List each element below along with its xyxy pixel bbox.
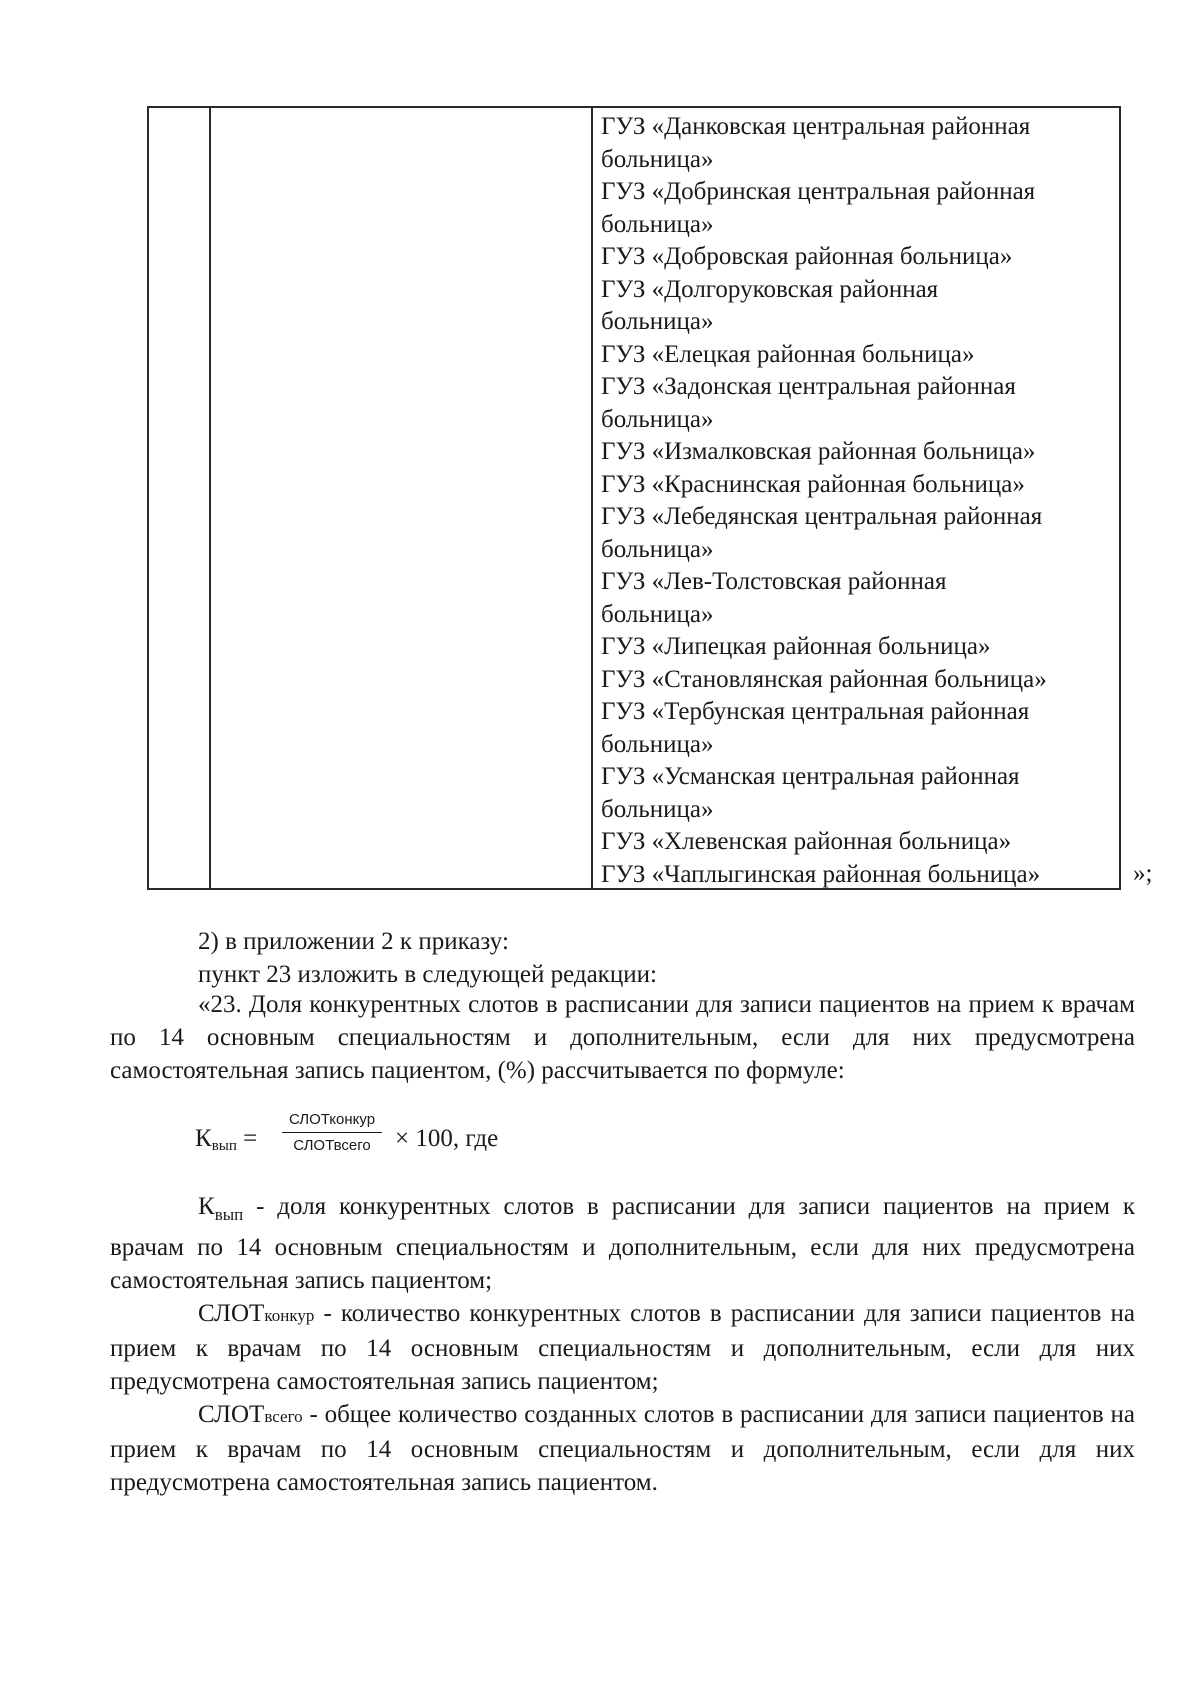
hospital-list-line: больница» xyxy=(601,535,714,563)
definition-k xyxy=(110,1190,1135,1297)
definition-slot-vsego xyxy=(110,1398,1135,1499)
formula-denominator: СЛОТвсего xyxy=(293,1137,371,1154)
hospital-list-line: ГУЗ «Лебедянская центральная районная xyxy=(601,503,1043,530)
formula-rhs: × 100, где xyxy=(395,1125,499,1152)
formula-k-subscript: вып xyxy=(211,1138,237,1154)
item-2-text: 2) в приложении 2 к приказу: xyxy=(198,928,509,955)
formula-lhs xyxy=(195,1125,257,1155)
point-23-intro: пункт 23 изложить в следующей редакции: xyxy=(198,961,657,988)
closing-quote-mark: »; xyxy=(1133,860,1153,887)
def-k-subscript: вып xyxy=(214,1205,244,1224)
hospital-list-line: больница» xyxy=(601,308,714,335)
formula-equals: = xyxy=(243,1125,258,1152)
hospital-list-cell xyxy=(601,111,1113,891)
def-k-symbol: К xyxy=(198,1193,215,1220)
hospital-list-line: ГУЗ «Данковская центральная районная xyxy=(601,113,1031,140)
paragraph-23: «23. Доля конкурентных слотов в расписании для записи пациентов на прием к врачам по 14 основным специальностям и дополнительным, если для них предусмотрена самостоятельная запись пациентом, (%) рассчитывается по формуле: xyxy=(110,991,1135,1084)
hospital-list-line: больница» xyxy=(601,795,714,823)
hospital-list-line: ГУЗ «Измалковская районная больница» xyxy=(601,438,1036,465)
hospital-table xyxy=(147,106,1121,890)
definitions xyxy=(110,1190,1135,1499)
hospital-list-line: больница» xyxy=(601,600,714,628)
hospital-list-line: ГУЗ «Становлянская районная больница» xyxy=(601,665,1047,693)
definition-slot-konkur xyxy=(110,1297,1135,1398)
hospital-list-line: ГУЗ «Чаплыгинская районная больница» xyxy=(601,860,1041,888)
def-slot2-text: - общее количество созданных слотов в расписании для записи пациентов на прием к врачам по 14 основным специальностям и дополнительным, если для них предусмотрена самостоятельная запись пациентом. xyxy=(110,1401,1135,1496)
hospital-list-line: ГУЗ «Долгоруковская районная xyxy=(601,275,939,303)
hospital-list-line: ГУЗ «Добринская центральная районная xyxy=(601,178,1036,205)
hospital-list-line: ГУЗ «Лев-Толстовская районная xyxy=(601,568,947,595)
def-k-text: - доля конкурентных слотов в расписании для записи пациентов на прием к врачам по 14 основным специальностям и дополнительным, если для них предусмотрена самостоятельная запись пациентом; xyxy=(110,1193,1135,1294)
hospital-list-line: больница» xyxy=(601,145,714,173)
def-slot2-subscript: всего xyxy=(264,1407,303,1426)
hospital-list-line: больница» xyxy=(601,405,714,433)
formula-fraction xyxy=(282,1111,382,1154)
table-column-divider xyxy=(591,108,593,888)
def-slot1-symbol: СЛОТ xyxy=(198,1300,265,1327)
def-slot2-symbol: СЛОТ xyxy=(198,1401,265,1428)
hospital-list-line: больница» xyxy=(601,730,714,758)
hospital-list-line: ГУЗ «Усманская центральная районная xyxy=(601,763,1020,790)
def-slot1-subscript: конкур xyxy=(264,1306,315,1325)
hospital-list-line: ГУЗ «Липецкая районная больница» xyxy=(601,633,991,660)
hospital-list-line: ГУЗ «Краснинская районная больница» xyxy=(601,470,1025,498)
table-column-divider xyxy=(209,108,211,888)
hospital-list-line: ГУЗ «Задонская центральная районная xyxy=(601,373,1016,400)
hospital-list-line: ГУЗ «Елецкая районная больница» xyxy=(601,340,975,368)
hospital-list-line: ГУЗ «Хлевенская районная больница» xyxy=(601,828,1012,855)
hospital-list-line: ГУЗ «Тербунская центральная районная xyxy=(601,698,1030,725)
formula-numerator: СЛОТконкур xyxy=(288,1111,376,1128)
def-slot1-text: - количество конкурентных слотов в расписании для записи пациентов на прием к врачам по 14 основным специальностям и дополнительным, если для них предусмотрена самостоятельная запись пациентом; xyxy=(110,1300,1135,1395)
hospital-list-line: ГУЗ «Добровская районная больница» xyxy=(601,243,1013,270)
hospital-list-line: больница» xyxy=(601,210,714,238)
formula-k: К xyxy=(195,1125,212,1152)
